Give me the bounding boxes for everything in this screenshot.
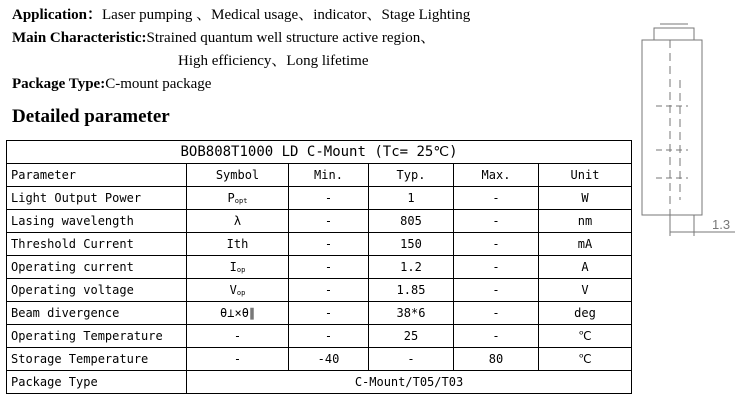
application-label: Application： — [12, 7, 103, 23]
table-row — [7, 325, 632, 348]
parameter-cell: Operating voltage — [7, 279, 187, 302]
max-cell: - — [454, 210, 539, 233]
symbol-subscript: op — [236, 266, 246, 274]
main-characteristic-line-2 — [178, 52, 369, 70]
main-characteristic-text-2: High efficiency、Long lifetime — [178, 53, 369, 69]
parameter-cell: Operating current — [7, 256, 187, 279]
column-header-symbol: Symbol — [187, 164, 289, 187]
parameter-cell: Storage Temperature — [7, 348, 187, 371]
column-header-min: Min. — [289, 164, 369, 187]
min-cell: - — [289, 279, 369, 302]
max-cell: - — [454, 325, 539, 348]
symbol-cell — [187, 279, 289, 302]
unit-cell: ℃ — [539, 325, 632, 348]
table-row — [7, 348, 632, 371]
section-title: Detailed parameter — [12, 106, 170, 127]
min-cell: - — [289, 256, 369, 279]
main-characteristic-label: Main Characteristic: — [12, 30, 147, 46]
drawing-body — [642, 40, 702, 215]
symbol-cell — [187, 233, 289, 256]
table-header-row — [7, 164, 632, 187]
column-header-typ: Typ. — [369, 164, 454, 187]
typ-cell: 150 — [369, 233, 454, 256]
package-type-row — [7, 371, 632, 394]
column-header-unit: Unit — [539, 164, 632, 187]
table-title-row — [7, 141, 632, 164]
symbol-cell — [187, 325, 289, 348]
parameter-cell: Threshold Current — [7, 233, 187, 256]
parameter-table-body — [7, 141, 632, 394]
min-cell: - — [289, 187, 369, 210]
symbol-main: - — [233, 352, 242, 366]
main-characteristic-line — [12, 29, 435, 47]
package-type-text: C-mount package — [105, 76, 212, 92]
unit-cell: V — [539, 279, 632, 302]
drawing-dimension-label: 1.3 — [712, 217, 731, 232]
parameter-cell: Beam divergence — [7, 302, 187, 325]
symbol-subscript: op — [236, 289, 246, 297]
table-row — [7, 302, 632, 325]
unit-cell: mA — [539, 233, 632, 256]
min-cell: - — [289, 325, 369, 348]
max-cell: 80 — [454, 348, 539, 371]
unit-cell: W — [539, 187, 632, 210]
symbol-subscript: opt — [234, 197, 248, 205]
typ-cell: 1.85 — [369, 279, 454, 302]
symbol-main: Ith — [226, 237, 249, 251]
min-cell: - — [289, 302, 369, 325]
application-text: Laser pumping 、Medical usage、indicator、Stage Lighting — [102, 7, 471, 23]
symbol-main: - — [233, 329, 242, 343]
parameter-table — [6, 140, 632, 394]
symbol-cell — [187, 302, 289, 325]
package-outline-drawing — [630, 20, 745, 250]
parameter-cell: Lasing wavelength — [7, 210, 187, 233]
package-type-line — [12, 75, 211, 93]
symbol-cell — [187, 210, 289, 233]
symbol-main: λ — [233, 214, 242, 228]
symbol-cell — [187, 256, 289, 279]
unit-cell: ℃ — [539, 348, 632, 371]
max-cell: - — [454, 233, 539, 256]
column-header-max: Max. — [454, 164, 539, 187]
symbol-main: I — [229, 260, 237, 274]
symbol-main: P — [227, 191, 235, 205]
table-row — [7, 210, 632, 233]
table-row — [7, 279, 632, 302]
package-type-label-cell: Package Type — [7, 371, 187, 394]
typ-cell: 1 — [369, 187, 454, 210]
max-cell: - — [454, 256, 539, 279]
typ-cell: 805 — [369, 210, 454, 233]
symbol-main: θ⊥×θ∥ — [220, 306, 255, 320]
symbol-main: V — [229, 283, 237, 297]
application-line — [12, 6, 470, 24]
package-type-value-cell: C-Mount/T05/T03 — [187, 371, 632, 394]
column-header-parameter: Parameter — [7, 164, 187, 187]
main-characteristic-text-1: Strained quantum well structure active region、 — [146, 30, 436, 46]
symbol-cell — [187, 348, 289, 371]
unit-cell: nm — [539, 210, 632, 233]
min-cell: - — [289, 210, 369, 233]
parameter-cell: Operating Temperature — [7, 325, 187, 348]
table-row — [7, 187, 632, 210]
package-type-label: Package Type: — [12, 76, 106, 92]
table-row — [7, 256, 632, 279]
symbol-cell — [187, 187, 289, 210]
min-cell: -40 — [289, 348, 369, 371]
parameter-cell: Light Output Power — [7, 187, 187, 210]
min-cell: - — [289, 233, 369, 256]
unit-cell: deg — [539, 302, 632, 325]
typ-cell: - — [369, 348, 454, 371]
table-title: BOB808T1000 LD C-Mount (Tc= 25℃) — [7, 141, 632, 164]
typ-cell: 38*6 — [369, 302, 454, 325]
typ-cell: 25 — [369, 325, 454, 348]
unit-cell: A — [539, 256, 632, 279]
table-row — [7, 233, 632, 256]
max-cell: - — [454, 302, 539, 325]
typ-cell: 1.2 — [369, 256, 454, 279]
max-cell: - — [454, 279, 539, 302]
max-cell: - — [454, 187, 539, 210]
drawing-top-cap — [654, 28, 694, 40]
